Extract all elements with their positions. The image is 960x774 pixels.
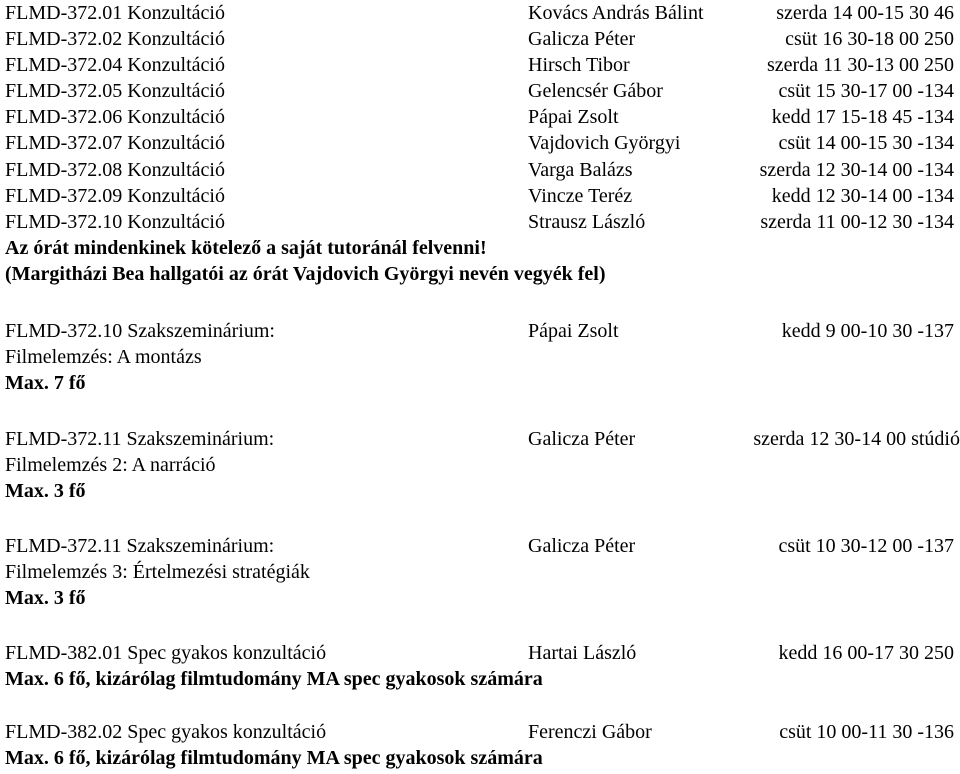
time-room: szerda 12 30-14 00 stúdió (753, 428, 960, 450)
teacher-name: Pápai Zsolt (528, 106, 619, 128)
course-code: FLMD-372.11 Szakszeminárium: (5, 535, 275, 557)
consultation-row (5, 183, 960, 209)
seminar-row (5, 426, 960, 452)
margithazi-note: (Margitházi Bea hallgatói az órát Vajdovich Györgyi nevén vegyék fel) (5, 263, 606, 285)
teacher-name: Vajdovich Györgyi (528, 132, 681, 154)
teacher-name: Galicza Péter (528, 428, 636, 450)
teacher-name: Strausz László (528, 211, 646, 233)
spec-max: Max. 6 fő, kizárólag filmtudomány MA spec gyakosok számára (5, 668, 543, 690)
spec-row (5, 640, 960, 666)
time-room: csüt 10 00-11 30 -136 (779, 721, 954, 743)
time-room: szerda 11 00-12 30 -134 (760, 211, 954, 233)
course-code: FLMD-372.08 Konzultáció (5, 159, 225, 181)
consultation-row (5, 0, 960, 26)
course-code: FLMD-382.02 Spec gyakos konzultáció (5, 721, 327, 743)
seminar-topic: Filmelemzés 2: A narráció (5, 454, 216, 476)
time-room: csüt 10 30-12 00 -137 (778, 535, 954, 557)
spec-row (5, 719, 960, 745)
seminar-max: Max. 3 fő (5, 480, 86, 502)
consultation-row (5, 104, 960, 130)
course-code: FLMD-372.06 Konzultáció (5, 106, 225, 128)
consultation-row (5, 78, 960, 104)
consultation-row (5, 26, 960, 52)
seminar-max: Max. 7 fő (5, 372, 86, 394)
teacher-name: Galicza Péter (528, 535, 636, 557)
consultation-row (5, 52, 960, 78)
teacher-name: Ferenczi Gábor (528, 721, 652, 743)
time-room: csüt 15 30-17 00 -134 (778, 80, 954, 102)
course-code: FLMD-382.01 Spec gyakos konzultáció (5, 642, 327, 664)
teacher-name: Hartai László (528, 642, 637, 664)
course-code: FLMD-372.10 Konzultáció (5, 211, 225, 233)
mandatory-note: Az órát mindenkinek kötelező a saját tutoránál felvenni! (5, 237, 487, 259)
time-room: szerda 12 30-14 00 -134 (759, 159, 954, 181)
seminar-max: Max. 3 fő (5, 587, 86, 609)
consultation-row (5, 130, 960, 156)
spec-max: Max. 6 fő, kizárólag filmtudomány MA spec gyakosok számára (5, 747, 543, 769)
teacher-name: Pápai Zsolt (528, 320, 619, 342)
course-code: FLMD-372.09 Konzultáció (5, 185, 225, 207)
teacher-name: Kovács András Bálint (528, 2, 704, 24)
seminar-row (5, 318, 960, 344)
seminar-topic: Filmelemzés: A montázs (5, 346, 202, 368)
time-room: szerda 11 30-13 00 250 (767, 54, 954, 76)
seminar-topic: Filmelemzés 3: Értelmezési stratégiák (5, 561, 310, 583)
course-code: FLMD-372.11 Szakszeminárium: (5, 428, 275, 450)
course-code: FLMD-372.02 Konzultáció (5, 28, 225, 50)
consultation-row (5, 157, 960, 183)
time-room: kedd 9 00-10 30 -137 (781, 320, 954, 342)
time-room: csüt 16 30-18 00 250 (785, 28, 954, 50)
time-room: csüt 14 00-15 30 -134 (778, 132, 954, 154)
time-room: kedd 12 30-14 00 -134 (771, 185, 954, 207)
teacher-name: Galicza Péter (528, 28, 636, 50)
course-code: FLMD-372.05 Konzultáció (5, 80, 225, 102)
course-code: FLMD-372.10 Szakszeminárium: (5, 320, 275, 342)
time-room: szerda 14 00-15 30 46 (776, 2, 954, 24)
consultation-row (5, 209, 960, 235)
course-code: FLMD-372.04 Konzultáció (5, 54, 225, 76)
teacher-name: Vincze Teréz (528, 185, 633, 207)
teacher-name: Varga Balázs (528, 159, 633, 181)
time-room: kedd 16 00-17 30 250 (778, 642, 954, 664)
course-code: FLMD-372.07 Konzultáció (5, 132, 225, 154)
teacher-name: Hirsch Tibor (528, 54, 630, 76)
course-code: FLMD-372.01 Konzultáció (5, 2, 225, 24)
seminar-row (5, 533, 960, 559)
time-room: kedd 17 15-18 45 -134 (771, 106, 954, 128)
teacher-name: Gelencsér Gábor (528, 80, 663, 102)
